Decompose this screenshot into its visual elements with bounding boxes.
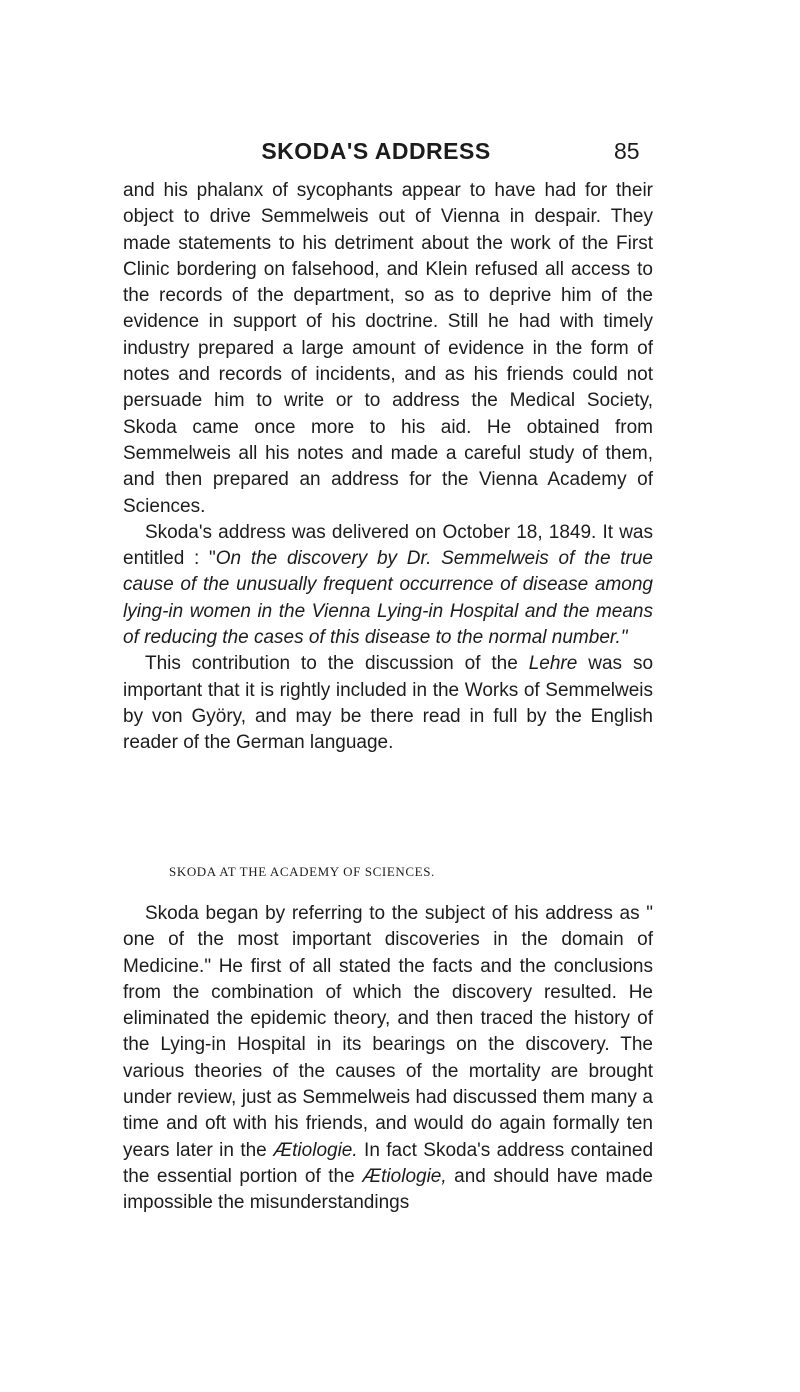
paragraph-contribution xyxy=(123,651,653,756)
contribution-text-b: was so important that it is rightly included in the Works of Semmelweis by von Györy, and may be there read in full by the English reader of the German language. xyxy=(123,653,654,754)
address-intro: Skoda's address was delivered on October 18, 1849. It was entitled : " xyxy=(123,521,653,570)
lehre-italic: Lehre xyxy=(528,653,578,675)
paragraph-skoda-began xyxy=(123,901,653,1217)
text-block-upper xyxy=(123,178,653,757)
skoda-text-c: and should have made impossible the misunderstandings xyxy=(123,1165,653,1214)
text-block-lower xyxy=(123,901,653,1217)
running-head xyxy=(0,138,800,168)
skoda-text-a: Skoda began by referring to the subject of his address as " one of the most important discoveries in the domain of Medicine." He first of all stated the facts and the conclusions from the combination of which the discovery resulted. He eliminated the epidemic theory, and then traced the history of the Lying-in Hospital in its bearings on the discovery. The various theories of the causes of the mortality are brought under review, just as Semmelweis had discussed them many a time and oft with his friends, and would do again formally ten years later in the xyxy=(123,903,653,1161)
page-number: 85 xyxy=(614,138,640,164)
section-heading: SKODA AT THE ACADEMY OF SCIENCES. xyxy=(169,864,435,879)
aetiologie-italic-1: Ætiologie. xyxy=(273,1139,358,1161)
aetiologie-italic-2: Ætiologie, xyxy=(362,1165,447,1187)
running-title: SKODA'S ADDRESS xyxy=(261,138,491,164)
paragraph-address-title xyxy=(123,520,653,651)
address-title-italic: On the discovery by Dr. Semmelweis of the true cause of the unusually frequent occurrence of disease among lying-in women in the Vienna Lying-in Hospital and the means of reducing the cases of this disease to the normal number." xyxy=(123,548,653,649)
contribution-text-a: This contribution to the discussion of the xyxy=(145,653,518,675)
paragraph-continuation: and his phalanx of sycophants appear to have had for their object to drive Semmelweis out of Vienna in despair. They made statements to his detriment about the work of the First Clinic bordering on falsehood, and Klein refused all access to the records of the department, so as to deprive him of the evidence in support of his doctrine. Still he had with timely industry prepared a large amount of evidence in the form of notes and records of incidents, and as his friends could not persuade him to write or to address the Medical Society, Skoda came once more to his aid. He obtained from Semmelweis all his notes and made a careful study of them, and then prepared an address for the Vienna Academy of Sciences. xyxy=(123,180,653,517)
skoda-text-b: In fact Skoda's address contained the essential portion of the xyxy=(123,1139,654,1187)
